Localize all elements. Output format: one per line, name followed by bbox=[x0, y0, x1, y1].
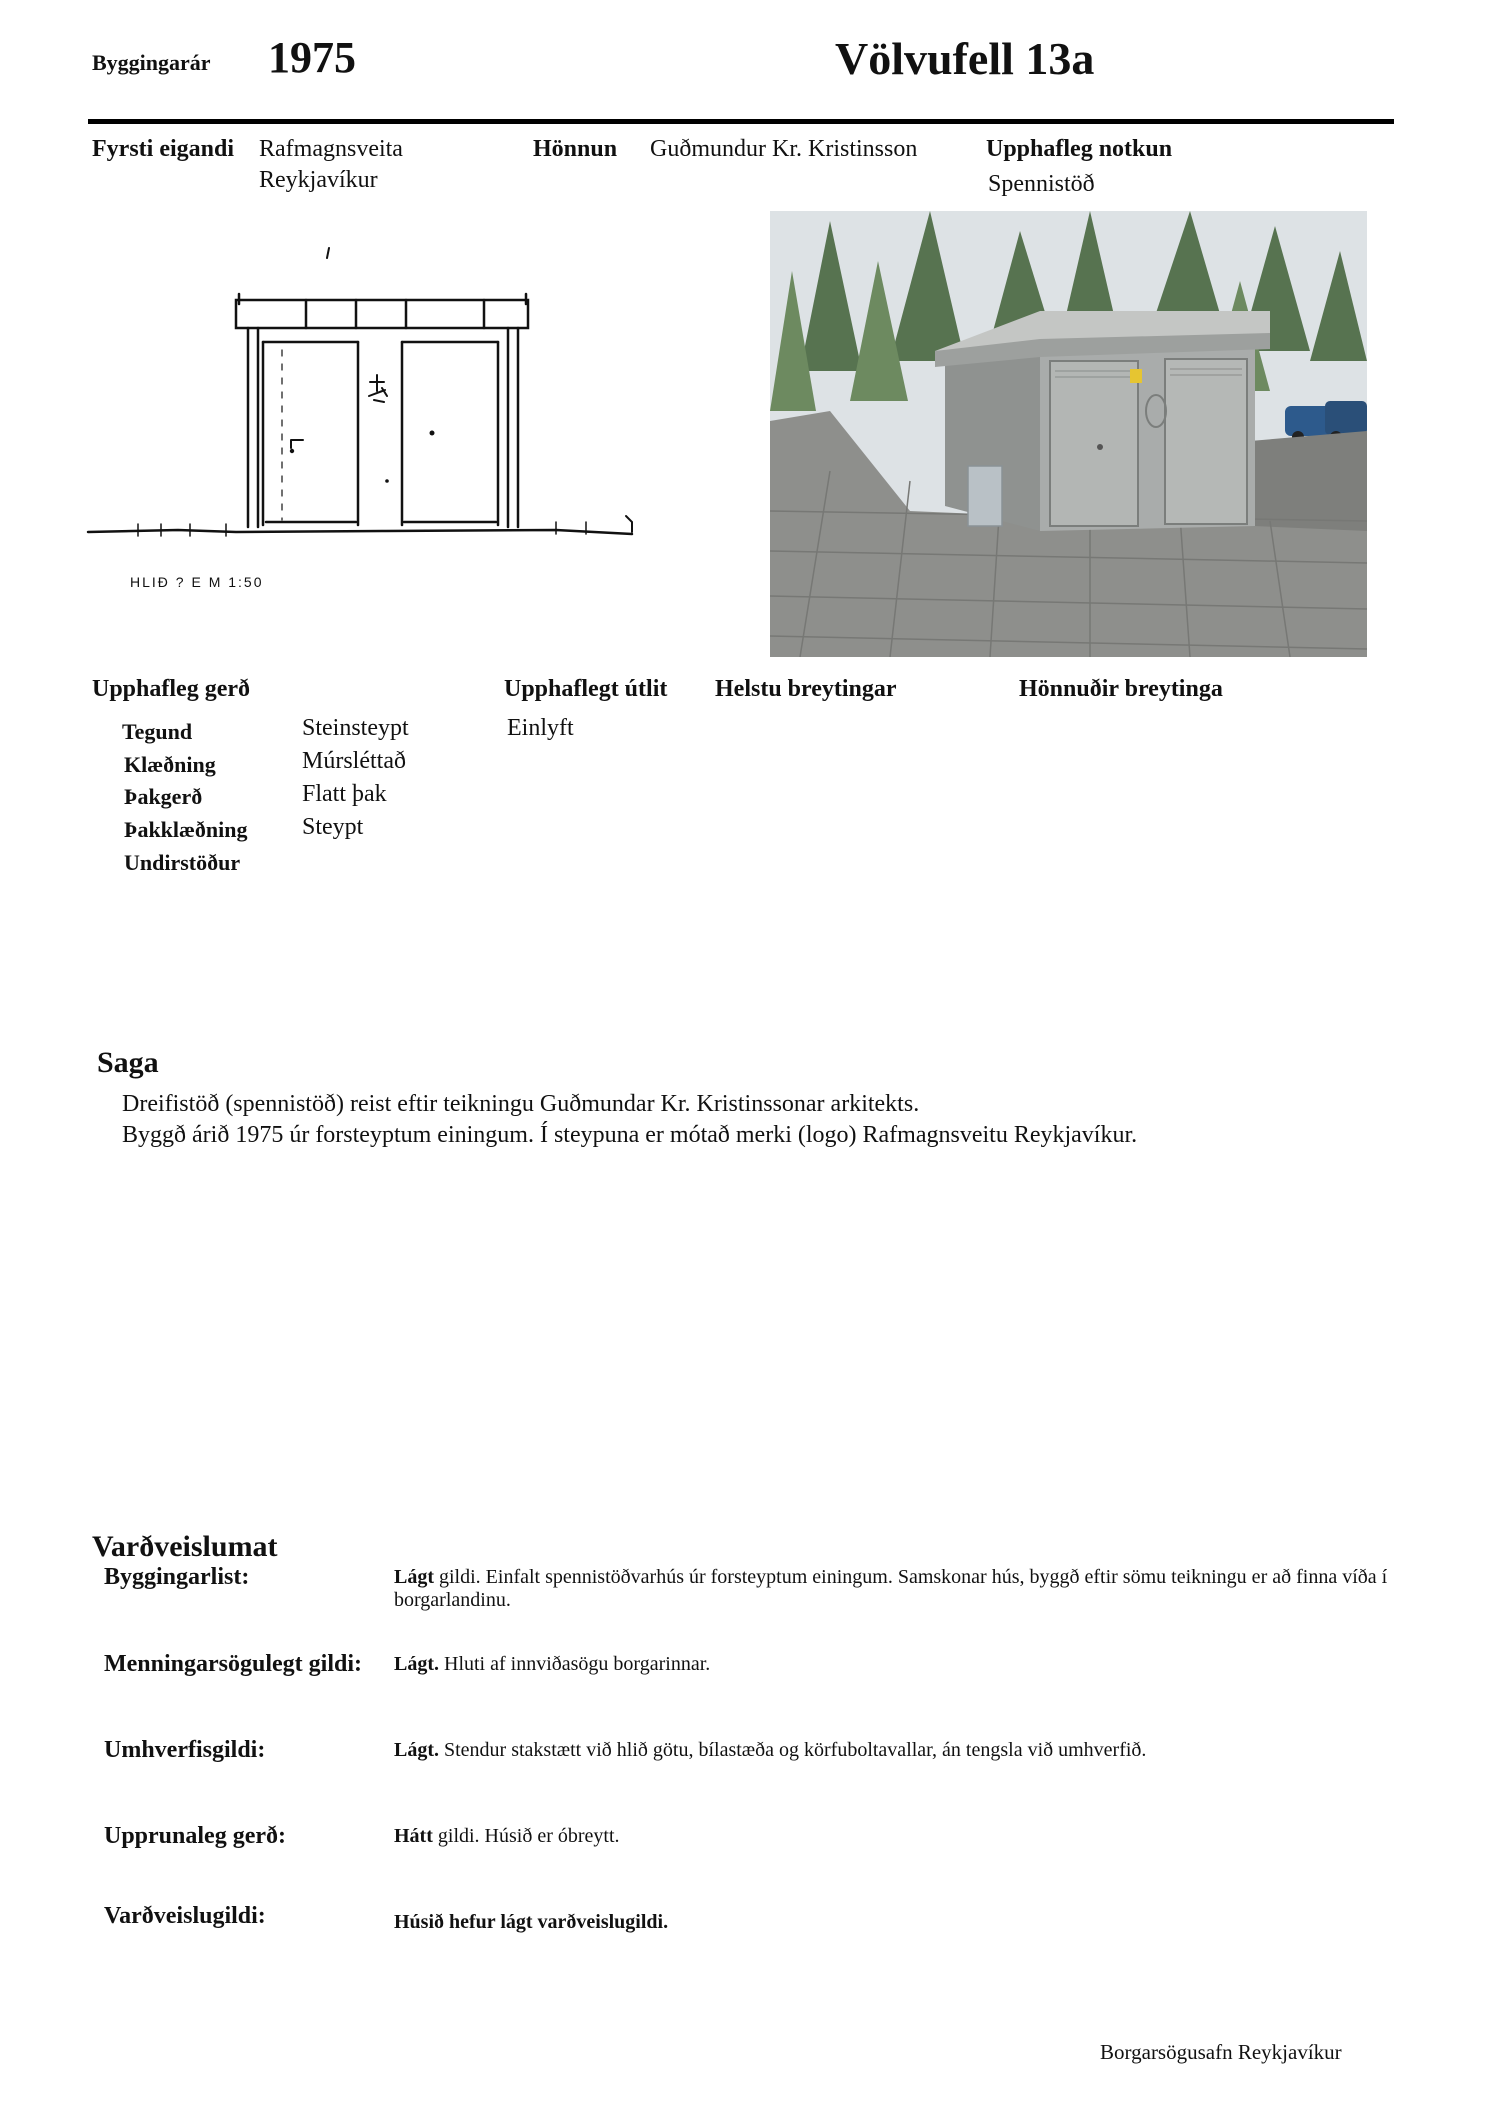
attr-label: Undirstöður bbox=[124, 850, 241, 875]
assessment-description: Stendur stakstætt við hlið götu, bílastæða og körfuboltavallar, án tengsla við umhverfið. bbox=[439, 1739, 1147, 1761]
use-label: Upphafleg notkun bbox=[986, 136, 1173, 162]
use-value: Spennistöð bbox=[988, 171, 1095, 197]
elevation-drawing bbox=[86, 230, 646, 600]
attr-value: Steinsteypt bbox=[302, 715, 409, 741]
assessment-label: Varðveislugildi: bbox=[104, 1903, 266, 1929]
assessment-text bbox=[394, 1739, 1394, 1762]
assessment-label: Menningarsögulegt gildi: bbox=[104, 1651, 363, 1677]
main-changes-header: Helstu breytingar bbox=[715, 676, 897, 702]
address-title: Völvufell 13a bbox=[835, 33, 1095, 84]
assessment-description: gildi. Einfalt spennistöðvarhús úr forsteyptum einingum. Samskonar hús, byggð eftir sömu teikningu er að finna víða í borgarlandinu. bbox=[394, 1566, 1388, 1611]
assessment-text bbox=[394, 1825, 1394, 1848]
owner-label: Fyrsti eigandi bbox=[92, 136, 234, 162]
saga-title: Saga bbox=[97, 1046, 159, 1079]
attr-value: Flatt þak bbox=[302, 781, 387, 807]
assessment-text bbox=[394, 1566, 1394, 1612]
attr-label: Tegund bbox=[122, 719, 193, 744]
assessment-rating: Húsið hefur lágt varðveislugildi. bbox=[394, 1911, 669, 1933]
attr-label: Þakgerð bbox=[124, 784, 203, 809]
attr-value: Steypt bbox=[302, 814, 364, 840]
footer-source: Borgarsögusafn Reykjavíkur bbox=[1100, 2040, 1342, 2064]
assessment-title: Varðveislumat bbox=[92, 1530, 278, 1563]
assessment-label: Byggingarlist: bbox=[104, 1564, 250, 1590]
assessment-rating: Lágt. bbox=[394, 1653, 439, 1675]
attr-label: Klæðning bbox=[124, 752, 216, 777]
saga-line-1: Dreifistöð (spennistöð) reist eftir teikningu Guðmundar Kr. Kristinssonar arkitekts. bbox=[122, 1091, 920, 1117]
designer-value: Guðmundur Kr. Kristinsson bbox=[650, 136, 918, 162]
saga-line-2: Byggð árið 1975 úr forsteyptum einingum. Í steypuna er mótað merki (logo) Rafmagnsveitu Reykjavíkur. bbox=[122, 1122, 1138, 1148]
assessment-label: Umhverfisgildi: bbox=[104, 1737, 266, 1763]
drawing-caption: HLIÐ ? E M 1:50 bbox=[130, 574, 264, 590]
change-designers-header: Hönnuðir breytinga bbox=[1019, 676, 1223, 702]
original-type-header: Upphafleg gerð bbox=[92, 676, 250, 702]
assessment-rating: Hátt bbox=[394, 1825, 433, 1847]
design-label: Hönnun bbox=[533, 136, 618, 162]
year-label: Byggingarár bbox=[92, 50, 211, 75]
assessment-text bbox=[394, 1911, 1394, 1934]
original-look-header: Upphaflegt útlit bbox=[504, 676, 668, 702]
owner-value-line1: Rafmagnsveita bbox=[259, 136, 403, 162]
original-look-value: Einlyft bbox=[507, 715, 574, 741]
assessment-description: gildi. Húsið er óbreytt. bbox=[432, 1825, 620, 1847]
attr-label: Þakklæðning bbox=[124, 817, 248, 842]
building-photo bbox=[770, 211, 1367, 657]
assessment-text bbox=[394, 1653, 1394, 1676]
assessment-label: Upprunaleg gerð: bbox=[104, 1823, 286, 1849]
assessment-rating: Lágt. bbox=[394, 1739, 439, 1761]
assessment-description: Hluti af innviðasögu borgarinnar. bbox=[439, 1653, 711, 1675]
assessment-rating: Lágt bbox=[394, 1566, 434, 1588]
owner-value-line2: Reykjavíkur bbox=[259, 167, 378, 193]
construction-year: 1975 bbox=[268, 33, 356, 82]
header-divider bbox=[88, 119, 1394, 124]
attr-value: Múrsléttað bbox=[302, 748, 406, 774]
